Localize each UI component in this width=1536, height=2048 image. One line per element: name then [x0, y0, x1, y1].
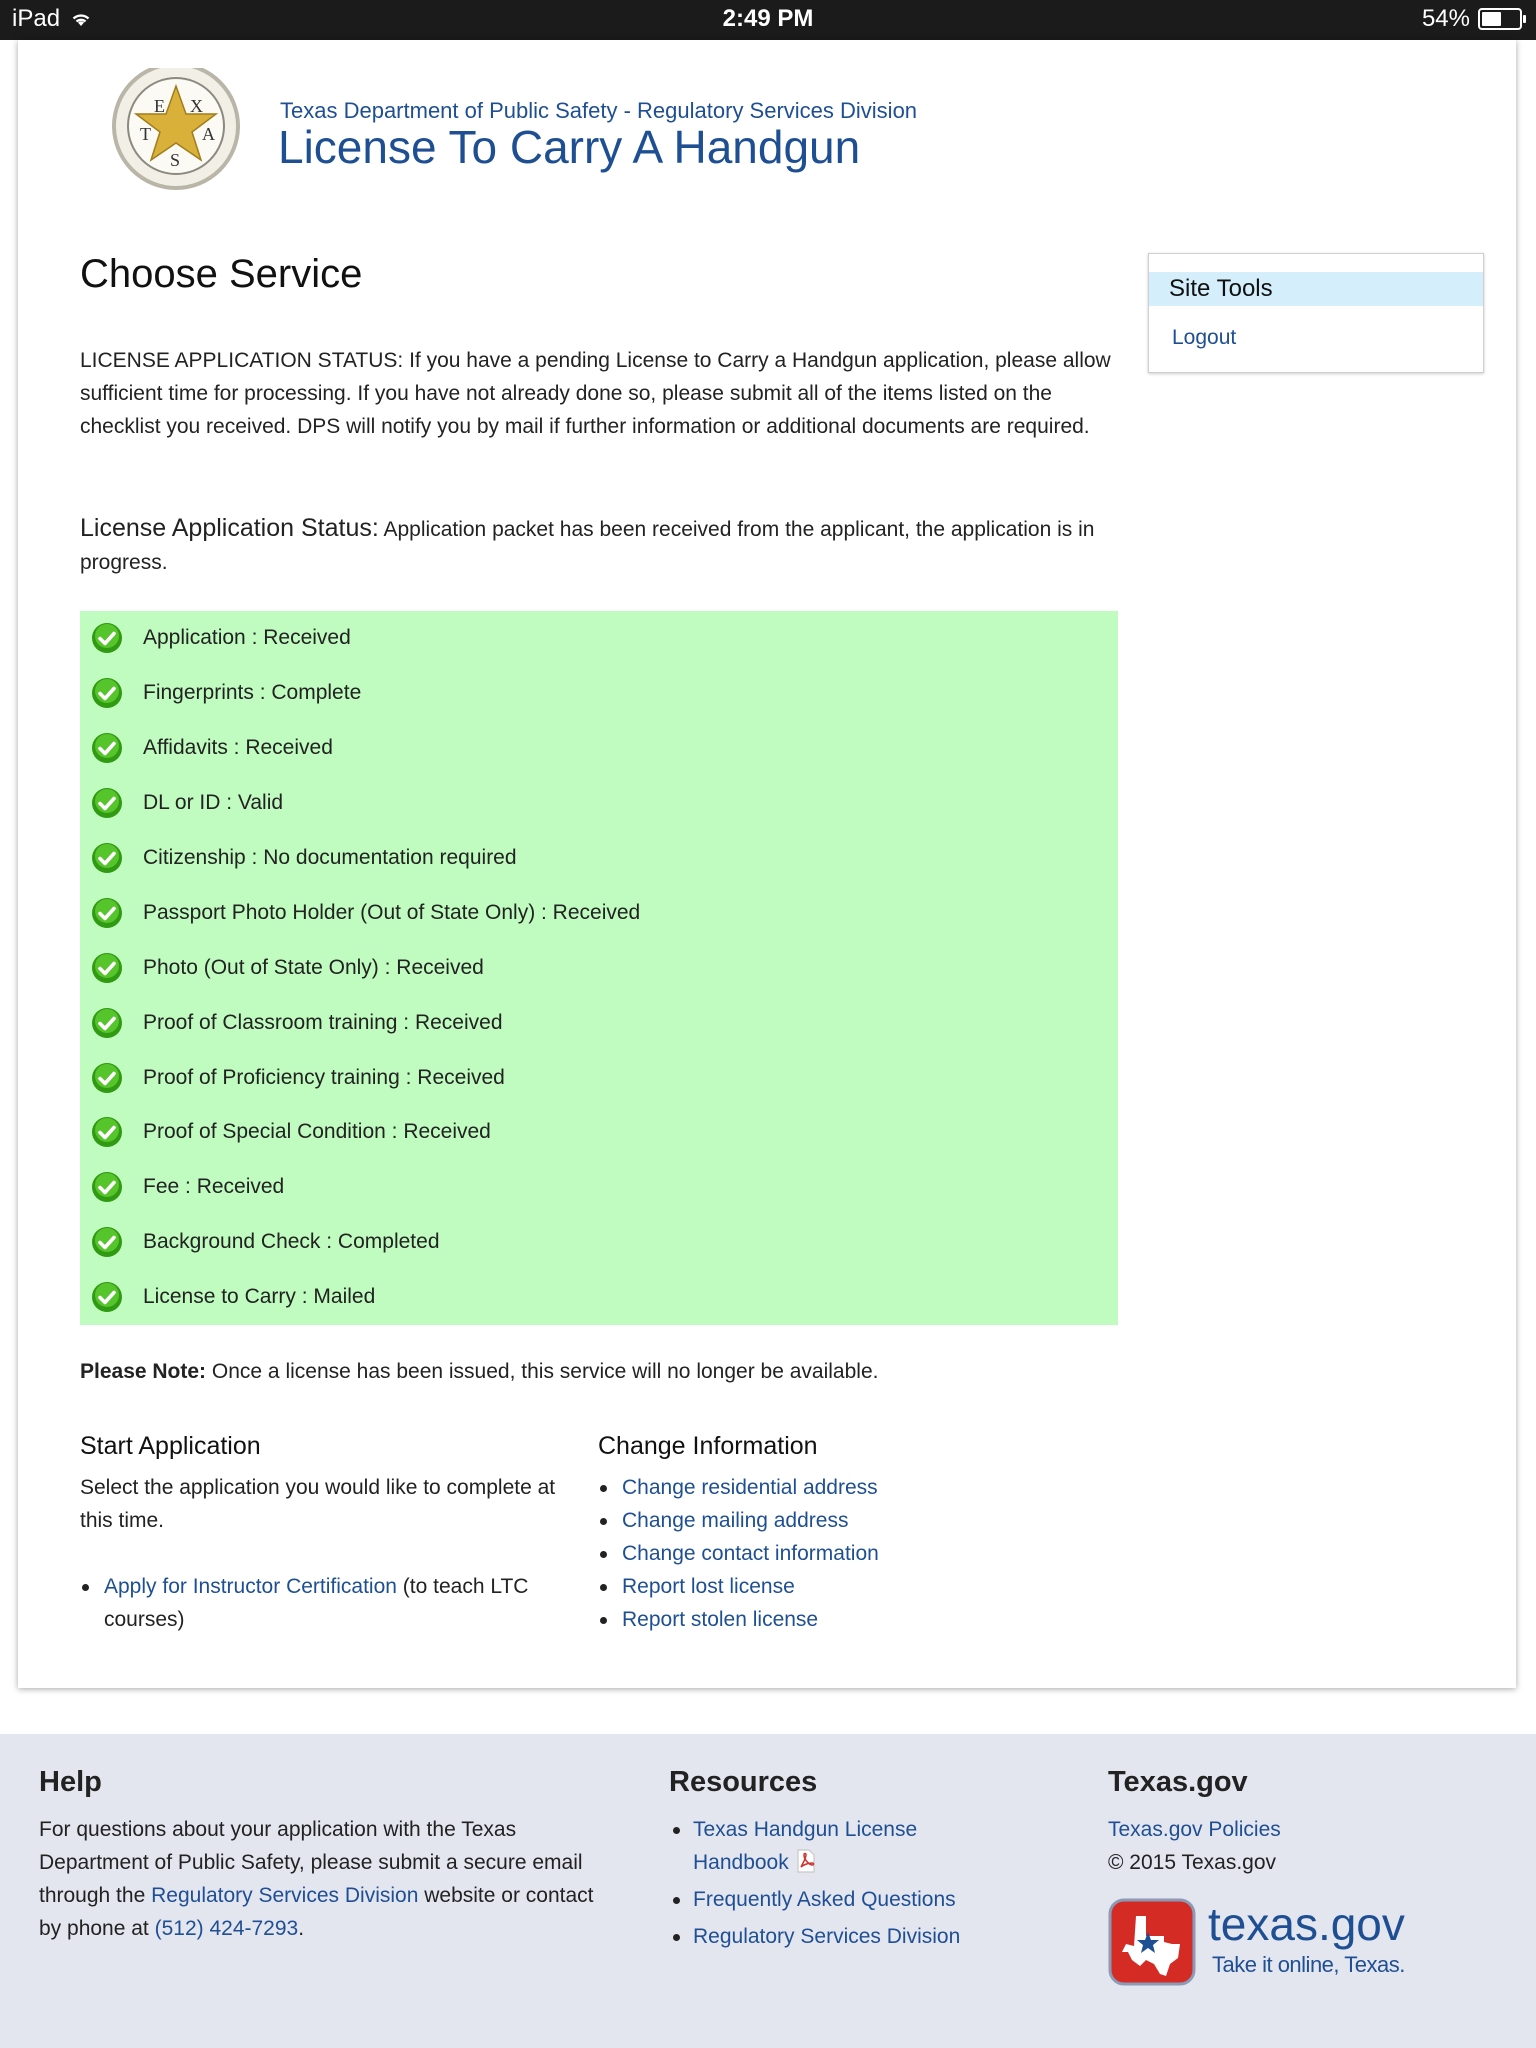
- check-circle-icon: [91, 952, 123, 984]
- checklist-item-label: Proof of Classroom training : Received: [143, 1010, 503, 1034]
- change-residential-address-link[interactable]: Change residential address: [622, 1476, 878, 1499]
- checklist-item-label: Proof of Special Condition : Received: [143, 1120, 491, 1144]
- site-tools-panel: [1148, 253, 1484, 373]
- list-item: [598, 1471, 1058, 1504]
- texasgov-heading: Texas.gov: [1108, 1766, 1248, 1798]
- checklist-item: [80, 721, 1118, 776]
- intro-paragraph: LICENSE APPLICATION STATUS: If you have a pending License to Carry a Handgun application, please allow sufficient time for processing. If you have not already done so, please submit all of the items listed on the checklist you received. DPS will notify you by mail if further information or additional documents are required.: [80, 349, 1111, 438]
- checklist-item: [80, 995, 1118, 1050]
- checklist-item: [80, 1105, 1118, 1160]
- help-text: [39, 1813, 619, 1945]
- help-text-2: website or contact by phone at: [39, 1884, 594, 1940]
- checklist-item: [80, 1050, 1118, 1105]
- checklist-item: [80, 776, 1118, 831]
- checklist-item-label: License to Carry : Mailed: [143, 1285, 376, 1309]
- start-application-description: Select the application you would like to complete at this time.: [80, 1476, 556, 1532]
- texas-dps-seal-icon: [98, 68, 250, 208]
- check-circle-icon: [91, 787, 123, 819]
- report-stolen-license-link[interactable]: Report stolen license: [622, 1608, 819, 1631]
- page-title: License To Carry A Handgun: [278, 121, 861, 173]
- seal-letter-t: T: [140, 124, 151, 144]
- texasgov-block: [1108, 1813, 1468, 1879]
- check-circle-icon: [91, 1226, 123, 1258]
- texas-gov-logo[interactable]: [1108, 1898, 1428, 1988]
- logout-link[interactable]: Logout: [1172, 326, 1237, 349]
- list-item: [598, 1504, 1058, 1537]
- check-circle-icon: [91, 1062, 123, 1094]
- report-lost-license-link[interactable]: Report lost license: [622, 1575, 795, 1598]
- texasgov-logo-tagline: Take it online, Texas.: [1212, 1952, 1405, 1977]
- change-information-heading: Change Information: [598, 1432, 818, 1460]
- battery-icon: [1478, 8, 1522, 30]
- note-label: Please Note:: [80, 1360, 207, 1383]
- agency-subtitle: Texas Department of Public Safety - Regulatory Services Division: [280, 98, 918, 123]
- checklist-item-label: Fee : Received: [143, 1175, 285, 1199]
- battery-percent: 54%: [1421, 5, 1470, 32]
- phone-link[interactable]: (512) 424-7293: [154, 1917, 299, 1940]
- status-time: 2:49 PM: [722, 5, 814, 32]
- checklist-item-label: Passport Photo Holder (Out of State Only) : Received: [143, 900, 641, 924]
- list-item: [598, 1603, 1058, 1636]
- seal-letter-s: S: [170, 150, 181, 170]
- checklist-item-label: Proof of Proficiency training : Received: [143, 1065, 505, 1089]
- check-circle-icon: [91, 1007, 123, 1039]
- battery-level: [1482, 12, 1501, 26]
- footer: [0, 1734, 1536, 2048]
- footer-texasgov: [1108, 1766, 1468, 1879]
- list-item: [598, 1537, 1058, 1570]
- texasgov-policies-link[interactable]: Texas.gov Policies: [1108, 1818, 1281, 1841]
- checklist-item-label: Background Check : Completed: [143, 1230, 440, 1254]
- texasgov-logo-name: texas.gov: [1208, 1898, 1405, 1950]
- start-application-list: [80, 1570, 590, 1636]
- checklist-item-label: DL or ID : Valid: [143, 791, 284, 815]
- regulatory-services-division-link[interactable]: Regulatory Services Division: [693, 1925, 961, 1948]
- help-text-1: For questions about your application with the Texas Department of Public Safety, please submit a secure email through the: [39, 1818, 583, 1907]
- checklist-item: [80, 831, 1118, 886]
- resources-heading: Resources: [669, 1766, 818, 1798]
- checklist-item-label: Affidavits : Received: [143, 736, 333, 760]
- check-circle-icon: [91, 1281, 123, 1313]
- link-suffix: (to teach LTC courses): [104, 1575, 529, 1631]
- list-item: [598, 1570, 1058, 1603]
- checklist-item: [80, 940, 1118, 995]
- check-circle-icon: [91, 842, 123, 874]
- list-item: [669, 1920, 1029, 1953]
- checklist-item-label: Photo (Out of State Only) : Received: [143, 955, 484, 979]
- list-item: [80, 1570, 590, 1636]
- help-heading: Help: [39, 1766, 102, 1798]
- device-name: iPad: [12, 5, 61, 32]
- checklist-item: [80, 1160, 1118, 1215]
- change-information-section: [598, 1432, 1058, 1636]
- regulatory-services-link[interactable]: Regulatory Services Division: [151, 1884, 419, 1907]
- footer-help: [39, 1766, 619, 1945]
- section-heading: Choose Service: [80, 252, 363, 296]
- check-circle-icon: [91, 897, 123, 929]
- check-circle-icon: [91, 677, 123, 709]
- checklist-item: [80, 885, 1118, 940]
- faq-link[interactable]: Frequently Asked Questions: [693, 1888, 956, 1911]
- copyright-text: © 2015 Texas.gov: [1108, 1851, 1277, 1874]
- footer-resources: [669, 1766, 1029, 1953]
- checklist-item: [80, 1215, 1118, 1270]
- seal-letter-a: A: [202, 124, 215, 144]
- handbook-link[interactable]: Texas Handgun License Handbook: [693, 1818, 918, 1874]
- start-application-section: [80, 1432, 590, 1636]
- checklist-item-label: Fingerprints : Complete: [143, 681, 362, 705]
- application-status: [80, 512, 1120, 579]
- site-tools-heading: Site Tools: [1149, 272, 1483, 306]
- change-information-list: [598, 1471, 1058, 1636]
- status-right: [1422, 5, 1522, 33]
- check-circle-icon: [91, 1171, 123, 1203]
- resources-list: [669, 1813, 1029, 1953]
- checklist-item-label: Citizenship : No documentation required: [143, 846, 517, 869]
- checklist-item: [80, 1270, 1118, 1325]
- seal-letter-e: E: [154, 96, 165, 116]
- checklist-item-label: Application : Received: [143, 626, 351, 650]
- check-circle-icon: [91, 622, 123, 654]
- help-text-3: .: [298, 1917, 305, 1940]
- checklist-item: [80, 666, 1118, 721]
- status-checklist: [80, 611, 1118, 1325]
- seal-letter-x: X: [190, 96, 203, 116]
- main-card: [18, 40, 1516, 1688]
- status-text: Application packet has been received from the applicant, the application is in progress.: [80, 518, 1095, 574]
- list-item: [669, 1813, 943, 1879]
- ios-status-bar: [0, 0, 1536, 40]
- start-application-heading: Start Application: [80, 1432, 261, 1460]
- note-text: Once a license has been issued, this service will no longer be available.: [211, 1360, 879, 1383]
- please-note: [80, 1360, 878, 1384]
- change-contact-information-link[interactable]: Change contact information: [622, 1542, 879, 1565]
- list-item: [669, 1883, 1029, 1916]
- check-circle-icon: [91, 732, 123, 764]
- apply-instructor-certification-link[interactable]: Apply for Instructor Certification: [104, 1575, 397, 1598]
- check-circle-icon: [91, 1116, 123, 1148]
- pdf-icon: [795, 1849, 817, 1873]
- status-label: License Application Status:: [80, 514, 379, 542]
- checklist-item: [80, 611, 1118, 666]
- change-mailing-address-link[interactable]: Change mailing address: [622, 1509, 849, 1532]
